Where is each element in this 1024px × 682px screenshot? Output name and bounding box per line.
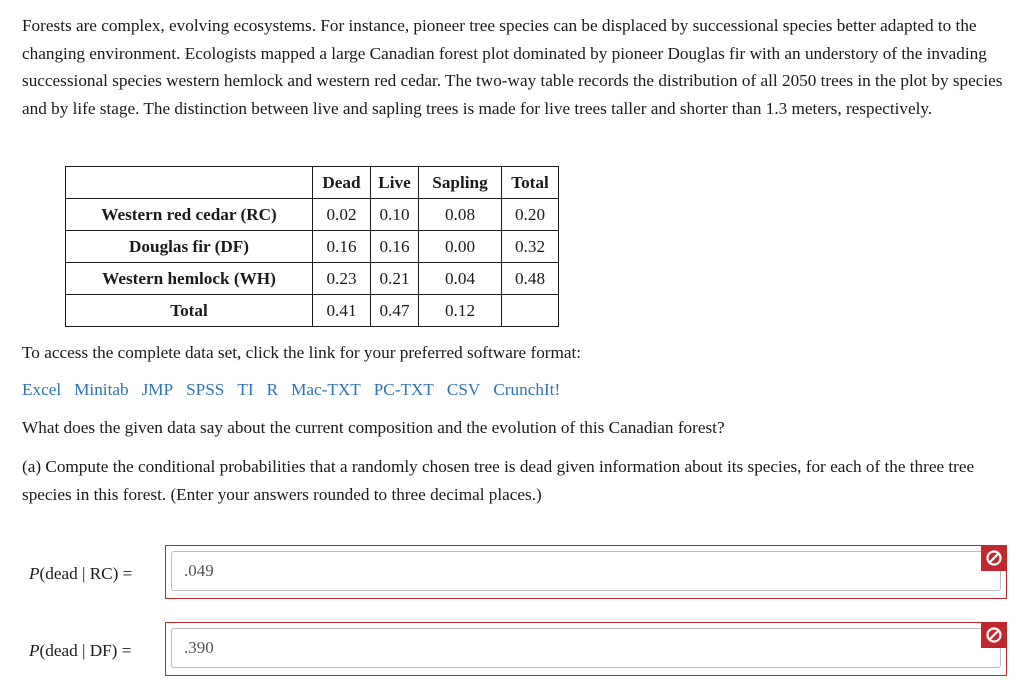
answer-box-df <box>165 622 1007 676</box>
cell-total: 0.32 <box>502 231 559 263</box>
software-links <box>22 376 573 403</box>
cell-dead: 0.02 <box>313 199 371 231</box>
cell-dead: 0.16 <box>313 231 371 263</box>
table-row <box>66 263 559 295</box>
problem-intro: Forests are complex, evolving ecosystems. For instance, pioneer tree species can be displaced by successional species better adapted to the changing environment. Ecologists mapped a large Canadian forest plot dominated by pioneer Douglas fir with an understory of the invading successional species western hemlock and western red cedar. The two-way table records the distribution of all 2050 trees in the plot by species and by life stage. The distinction between live and sapling trees is made for live trees taller and shorter than 1.3 meters, respectively. <box>22 16 1003 118</box>
cell-live: 0.47 <box>371 295 419 327</box>
answer-input-rc[interactable] <box>171 551 1001 591</box>
cell-sapling: 0.12 <box>419 295 502 327</box>
question-text: What does the given data say about the current composition and the evolution of this Canadian forest? <box>22 418 725 437</box>
no-entry-icon <box>981 622 1007 648</box>
link-ti[interactable]: TI <box>237 380 254 399</box>
answer-label-df: P(dead | DF) = <box>29 641 132 660</box>
link-mac-txt[interactable]: Mac-TXT <box>291 380 361 399</box>
link-csv[interactable]: CSV <box>446 380 481 399</box>
link-pc-txt[interactable]: PC-TXT <box>373 380 434 399</box>
link-excel[interactable]: Excel <box>22 380 62 399</box>
row-label: Western red cedar (RC) <box>66 199 313 231</box>
cell-dead: 0.41 <box>313 295 371 327</box>
table-total-row <box>66 295 559 327</box>
header-dead: Dead <box>313 167 371 199</box>
link-crunchit[interactable]: CrunchIt! <box>493 380 561 399</box>
row-label: Total <box>66 295 313 327</box>
answer-box-rc <box>165 545 1007 599</box>
link-spss[interactable]: SPSS <box>186 380 225 399</box>
cell-live: 0.10 <box>371 199 419 231</box>
header-live: Live <box>371 167 419 199</box>
cell-total: 0.20 <box>502 199 559 231</box>
answer-row-df <box>0 622 1024 678</box>
no-entry-icon <box>981 545 1007 571</box>
cell-live: 0.16 <box>371 231 419 263</box>
link-jmp[interactable]: JMP <box>141 380 174 399</box>
table-row <box>66 231 559 263</box>
cell-dead: 0.23 <box>313 263 371 295</box>
access-text: To access the complete data set, click the link for your preferred software format: <box>22 343 582 362</box>
two-way-table <box>65 166 559 327</box>
row-label: Western hemlock (WH) <box>66 263 313 295</box>
cell-live: 0.21 <box>371 263 419 295</box>
cell-total: 0.48 <box>502 263 559 295</box>
cell-total <box>502 295 559 327</box>
answer-row-rc <box>0 545 1024 601</box>
table-row <box>66 199 559 231</box>
part-a-text: (a) Compute the conditional probabilities that a randomly chosen tree is dead given information about its species, for each of the three tree species in this forest. (Enter your answers rounded to three decimal places.) <box>22 457 975 504</box>
row-label: Douglas fir (DF) <box>66 231 313 263</box>
link-r[interactable]: R <box>266 380 279 399</box>
link-minitab[interactable]: Minitab <box>74 380 129 399</box>
cell-sapling: 0.08 <box>419 199 502 231</box>
header-total: Total <box>502 167 559 199</box>
cell-sapling: 0.00 <box>419 231 502 263</box>
header-sapling: Sapling <box>419 167 502 199</box>
answer-label-rc: P(dead | RC) = <box>29 564 133 583</box>
table-header-row <box>66 167 559 199</box>
cell-sapling: 0.04 <box>419 263 502 295</box>
answer-input-df[interactable] <box>171 628 1001 668</box>
header-empty <box>66 167 313 199</box>
